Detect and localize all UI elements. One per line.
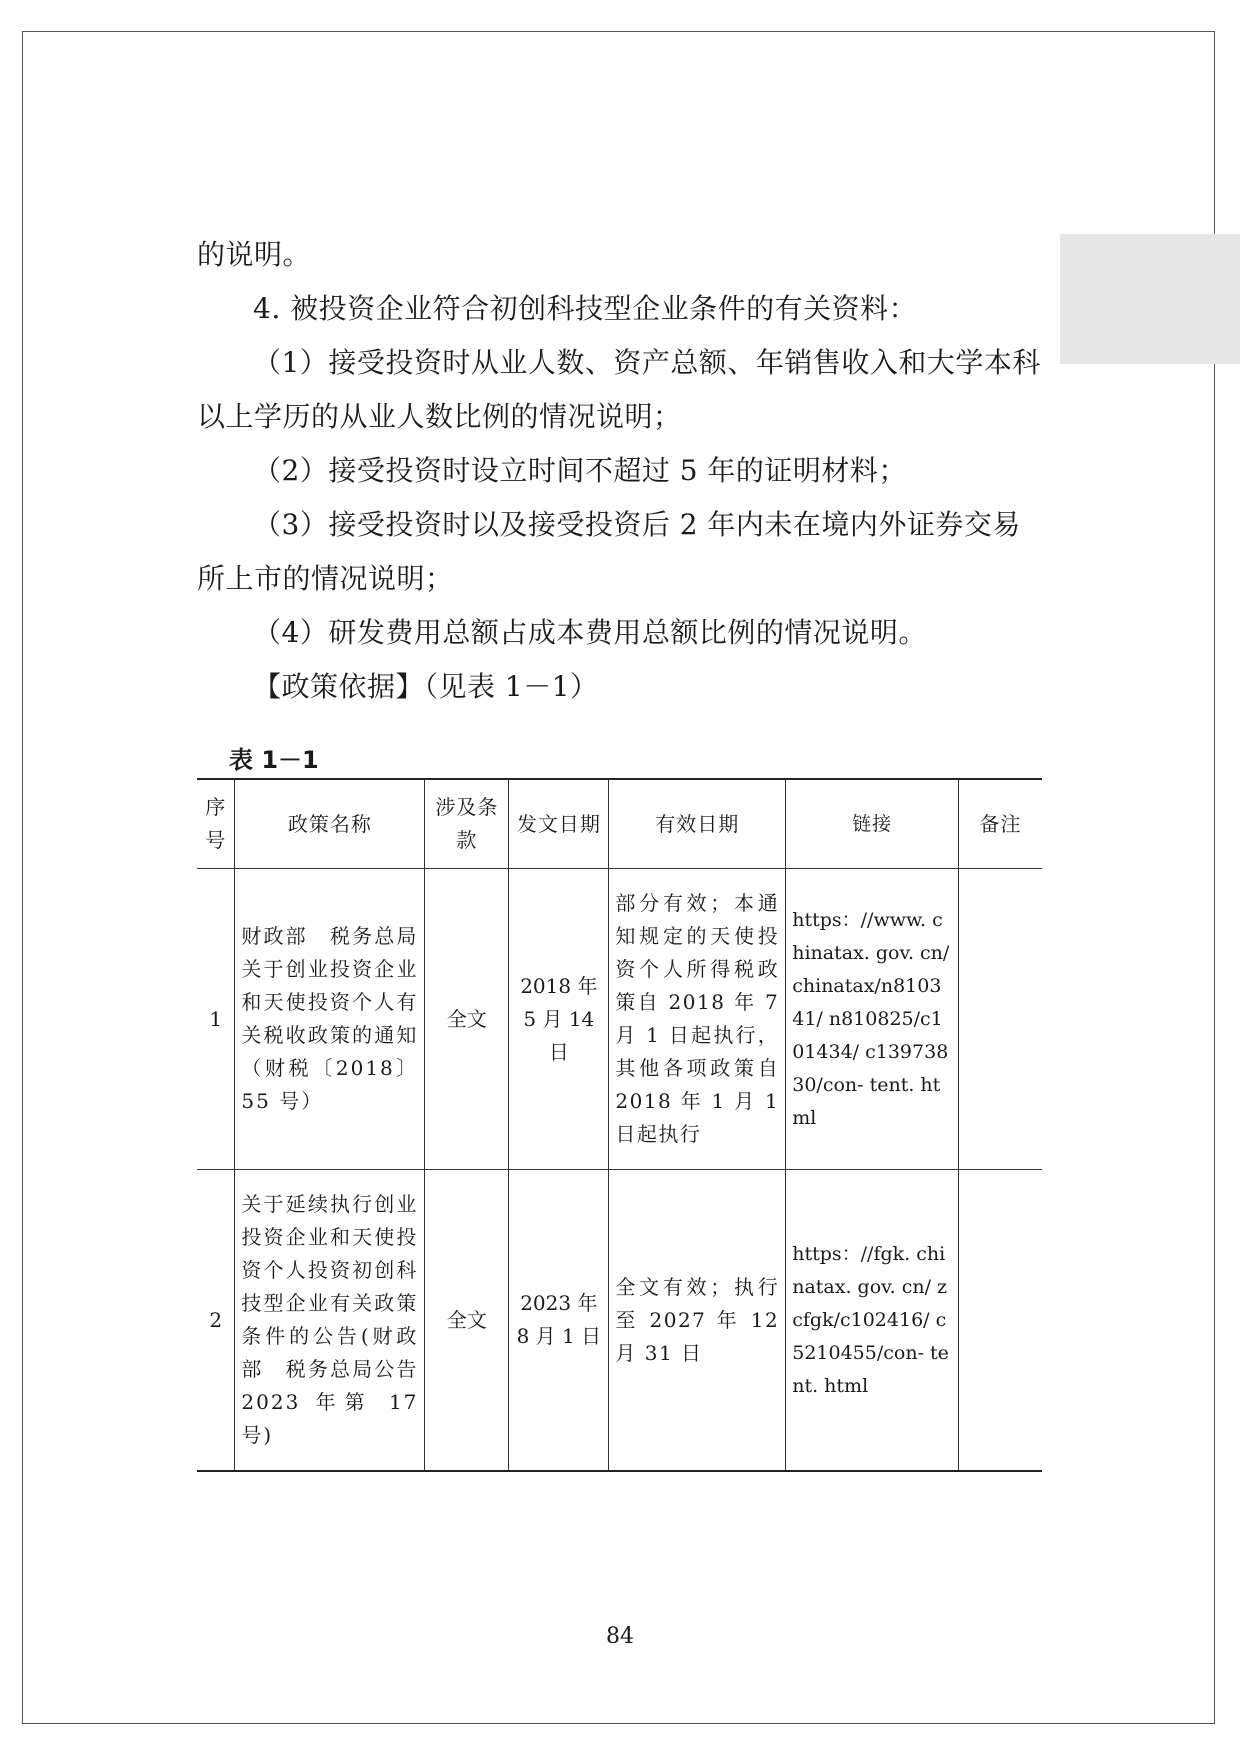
sub-item-1: （1）接受投资时从业人数、资产总额、年销售收入和大学本科以上学历的从业人数比例的情况说明； [197, 346, 1041, 433]
cell-policy-name: 关于延续执行创业投资企业和天使投资个人投资初创科技型企业有关政策条件的公告(财政部 税务总局公告 2023 年第 17 号) [235, 1170, 425, 1472]
header-link: 链接 [786, 779, 959, 869]
cell-note [959, 1170, 1042, 1472]
cell-valid-date: 全文有效；执行至 2027 年 12 月 31 日 [609, 1170, 786, 1472]
chapter-side-tab [1060, 234, 1240, 364]
cell-valid-date: 部分有效；本通知规定的天使投资个人所得税政策自 2018 年 7 月 1 日起执行，其他各项政策自 2018 年 1 月 1 日起执行 [609, 869, 786, 1170]
header-valid-date: 有效日期 [609, 779, 786, 869]
cell-clause: 全文 [425, 869, 509, 1170]
body-line-continuation: 的说明。 [197, 238, 312, 271]
item-4-heading: 4. 被投资企业符合初创科技型企业条件的有关资料： [253, 292, 918, 325]
cell-no: 1 [197, 869, 235, 1170]
cell-link[interactable]: https：//www. chinatax. gov. cn/ chinatax/n810341/ n810825/c101434/ c13973830/con- tent. html [786, 869, 959, 1170]
policy-table [197, 778, 1042, 1472]
header-clause: 涉及条款 [425, 779, 509, 869]
header-note: 备注 [959, 779, 1042, 869]
sub-item-4: （4）研发费用总额占成本费用总额比例的情况说明。 [253, 616, 927, 649]
body-text [197, 228, 1042, 714]
cell-issue-date: 2018 年 5 月 14 日 [509, 869, 609, 1170]
cell-note [959, 869, 1042, 1170]
header-issue-date: 发文日期 [509, 779, 609, 869]
table-row [197, 869, 1042, 1170]
cell-policy-name: 财政部 税务总局关于创业投资企业和天使投资个人有关税收政策的通知（财税〔2018〕55 号） [235, 869, 425, 1170]
cell-issue-date: 2023 年 8 月 1 日 [509, 1170, 609, 1472]
cell-no: 2 [197, 1170, 235, 1472]
header-no: 序号 [197, 779, 235, 869]
cell-clause: 全文 [425, 1170, 509, 1472]
table-row [197, 1170, 1042, 1472]
sub-item-2: （2）接受投资时设立时间不超过 5 年的证明材料； [253, 454, 907, 487]
policy-basis-heading: 【政策依据】（见表 1－1） [253, 670, 599, 703]
header-policy-name: 政策名称 [235, 779, 425, 869]
page-number: 84 [606, 1624, 634, 1649]
cell-link[interactable]: https：//fgk. chinatax. gov. cn/ zcfgk/c102416/ c5210455/con- tent. html [786, 1170, 959, 1472]
table-caption: 表 1－1 [229, 746, 319, 774]
table-header-row [197, 779, 1042, 869]
sub-item-3: （3）接受投资时以及接受投资后 2 年内未在境内外证券交易所上市的情况说明； [197, 508, 1021, 595]
